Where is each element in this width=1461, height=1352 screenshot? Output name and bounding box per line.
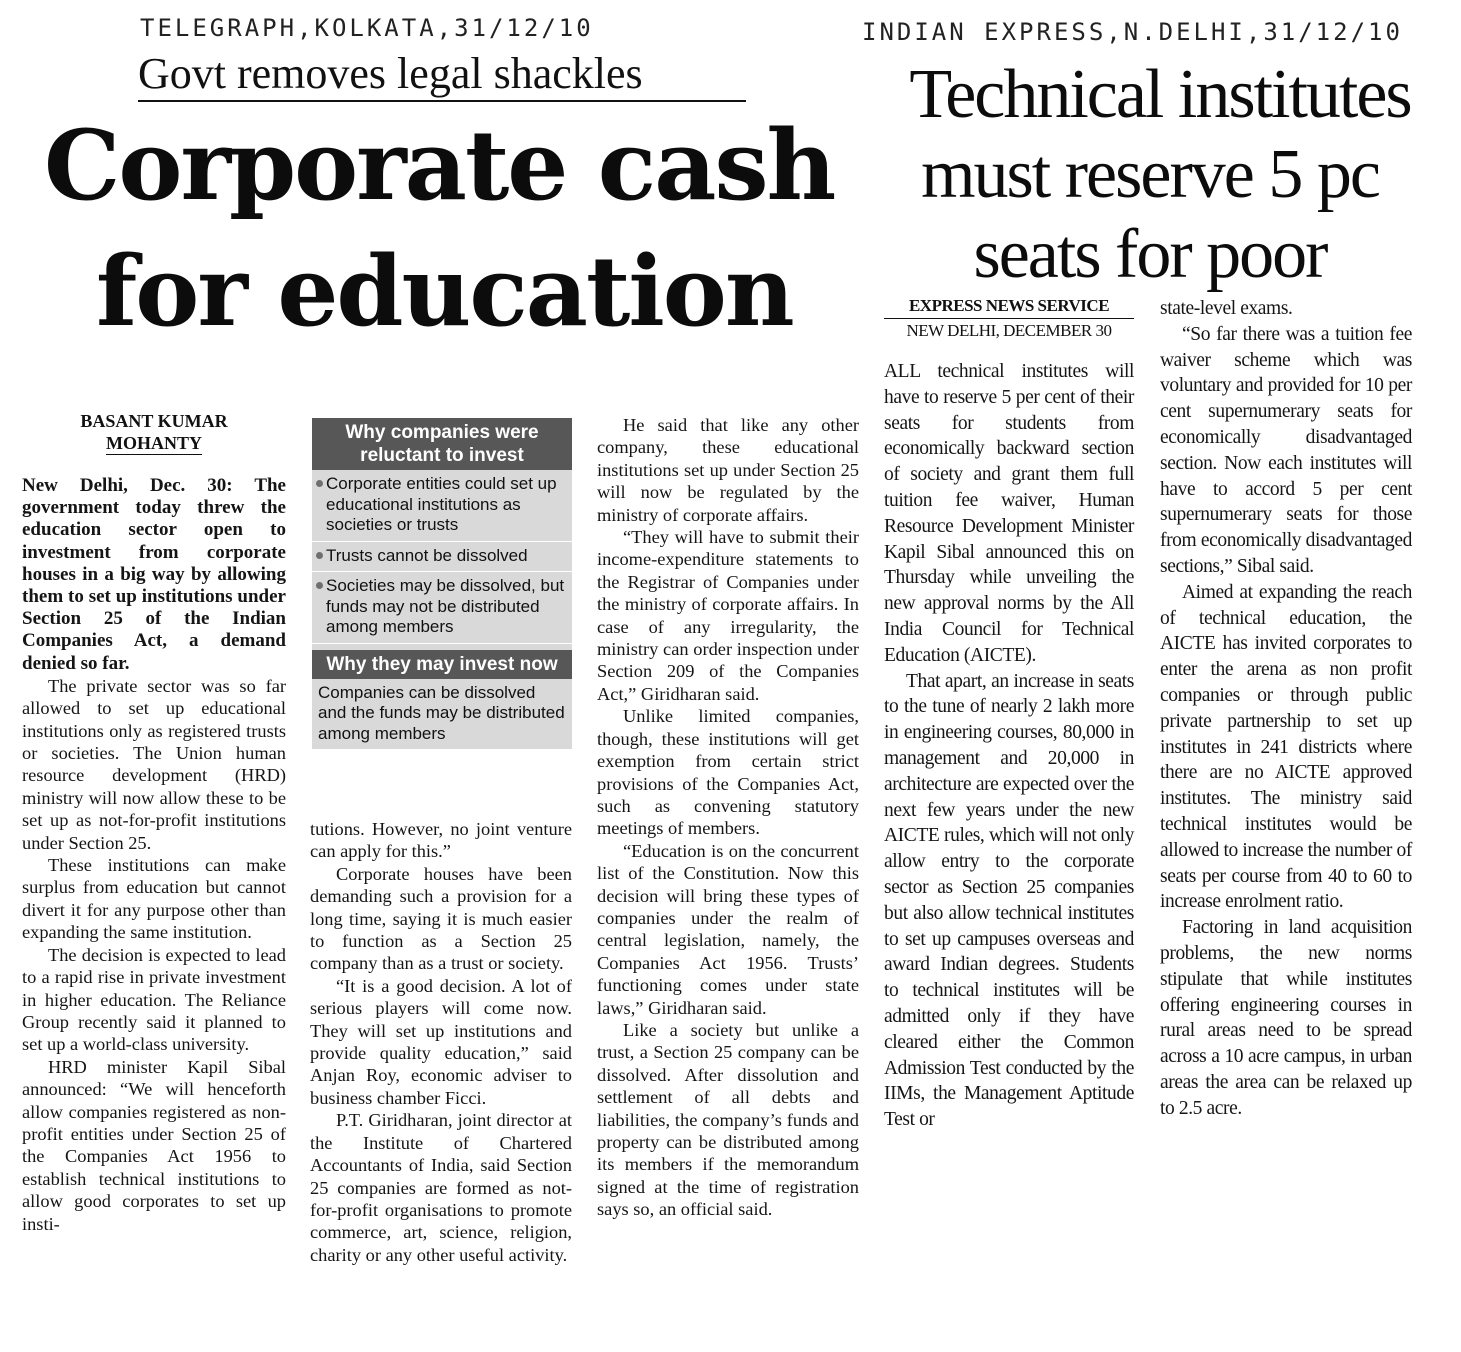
- right-column-2: [1160, 296, 1412, 1122]
- left-headline-line2: for education: [96, 235, 793, 348]
- sidebar-item: Trusts cannot be dissolved: [312, 542, 572, 573]
- right-column-1: [884, 296, 1134, 1133]
- left-lede-paragraph: New Delhi, Dec. 30: The government today threw the education sector open to investment from corporate houses in a big way by allowing them to set up institutions under Section 25 of the Indian Companies Act, a demand denied so far.: [22, 475, 286, 674]
- bullet-icon: [316, 582, 323, 589]
- body-paragraph: Like a society but unlike a trust, a Section 25 company can be dissolved. After dissolution and settlement of all debts and liabilities, the company’s funds and property can be distributed among its members if the memorandum signed at the time of registration says so, an official said.: [597, 1019, 859, 1220]
- body-paragraph: Factoring in land acquisition problems, the new norms stipulate that while institutes offering engineering courses in rural areas need to be spread across a 10 acre campus, in urban areas the area can be relaxed up to 2.5 acre.: [1160, 917, 1412, 1119]
- right-headline-line3: seats for poor: [973, 216, 1327, 293]
- bullet-icon: [316, 552, 323, 559]
- body-paragraph: ALL technical institutes will have to reserve 5 per cent of their seats for students from economically backward section of society and grant them full tuition fee waiver, Human Resource Development Minister Kapil Sibal announced this on Thursday while unveiling the new approval norms by the All India Council for Technical Education (AICTE).: [884, 361, 1134, 666]
- body-paragraph: “It is a good decision. A lot of serious players will come now. They will set up institutions and provide quality education,” said Anjan Roy, economic adviser to business chamber Ficci.: [310, 975, 572, 1108]
- body-paragraph: “Education is on the concurrent list of the Constitution. Now this decision will bring these types of companies under the realm of central legislation, namely, the Companies Act 1956. Trusts’ functioning comes under state laws,” Giridharan said.: [597, 840, 859, 1018]
- body-paragraph: That apart, an increase in seats to the tune of nearly 2 lakh more in engineering courses, 80,000 in management and 20,000 in architecture are expected over the next few years under the new AICTE rules, which will not only allow entry to the corporate sector as Section 25 companies but also allow technical institutes to set up campuses overseas and award Indian degrees. Students to technical institutes will be admitted only if they have cleared either the Common Admission Test conducted by the IIMs, the Management Aptitude Test or: [884, 670, 1134, 1131]
- body-paragraph: The private sector was so far allowed to set up educational institutions only as registered trusts or societies. The Union human resource development (HRD) ministry will now allow these to be set up as not-for-profit institutions under Section 25.: [22, 675, 286, 853]
- body-paragraph: Corporate houses have been demanding such a provision for a long time, saying it is much easier to function as a Section 25 company than as a trust or society.: [310, 863, 572, 974]
- sidebar-heading-reluctant: Why companies were reluctant to invest: [312, 418, 572, 470]
- body-paragraph: tutions. However, no joint venture can apply for this.”: [310, 819, 572, 862]
- dateline: NEW DELHI, DECEMBER 30: [906, 321, 1112, 340]
- left-kicker: Govt removes legal shackles: [138, 48, 746, 102]
- right-headline-line2: must reserve 5 pc: [921, 136, 1379, 213]
- sidebar-item: Corporate entities could set up educational institutions as societies or trusts: [312, 470, 572, 542]
- body-paragraph: P.T. Giridharan, joint director at the Institute of Chartered Accountants of India, said Section 25 companies are formed as not-for-profit organisations to promote commerce, art, science, religion, charity or any other useful activity.: [310, 1110, 572, 1265]
- right-headline-line1: Technical institutes: [909, 56, 1411, 133]
- body-paragraph: HRD minister Kapil Sibal announced: “We will henceforth allow companies registered as non-profit entities under Section 25 of the Companies Act 1956 to establish technical institutions to allow good corporates to set up insti-: [22, 1056, 286, 1234]
- body-paragraph: The decision is expected to lead to a rapid rise in private investment in higher education. The Reliance Group recently said it planned to set up a world-class university.: [22, 944, 286, 1055]
- left-column-3: [597, 414, 859, 1221]
- news-service-label: EXPRESS NEWS SERVICE: [884, 296, 1134, 319]
- body-paragraph: “They will have to submit their income-expenditure statements to the Registrar of Companies under the ministry of corporate affairs. In case of any irregularity, the ministry can order inspection under Section 209 of the Companies Act,” Giridharan said.: [597, 527, 859, 704]
- sidebar-item: Companies can be dissolved and the funds may be distributed among members: [318, 682, 565, 743]
- left-headline-line1: Corporate cash: [44, 109, 835, 222]
- left-source-label: TELEGRAPH,KOLKATA,31/12/10: [140, 14, 594, 42]
- body-paragraph: Unlike limited companies, though, these institutions will get exemption from certain strict provisions of the Companies Act, such as convening statutory meetings of members.: [597, 706, 859, 839]
- left-col1-text: [22, 475, 286, 1235]
- body-paragraph: Aimed at expanding the reach of technical education, the AICTE has invited corporates to enter the arena as non profit companies or through public private partnership to set up institutes in 241 districts where there are no AICTE approved institutes. The ministry said technical institutes would be allowed to increase the number of seats per course from 40 to 60 to increase enrolment ratio.: [1160, 581, 1412, 913]
- right-source-label: INDIAN EXPRESS,N.DELHI,31/12/10: [862, 18, 1403, 46]
- body-paragraph: “So far there was a tuition fee waiver scheme which was voluntary and provided for 10 per cent supernumerary seats for economically disadvantaged section. Now each institutes will have to accord 5 per cent supernumerary seats for those from economically disadvantaged sections,” Sibal said.: [1160, 323, 1412, 577]
- left-column-1: [22, 410, 286, 1235]
- left-column-2: [310, 818, 572, 1266]
- bullet-icon: [316, 480, 323, 487]
- sidebar-box: [312, 418, 572, 749]
- body-paragraph: He said that like any other company, these educational institutions set up under Section 25 will now be regulated by the ministry of corporate affairs.: [597, 415, 859, 525]
- left-byline: [22, 410, 286, 455]
- right-col1-text: [884, 359, 1134, 1133]
- byline-surname: MOHANTY: [106, 433, 202, 453]
- body-paragraph: These institutions can make surplus from education but cannot divert it for any purpose other than expanding the same institution.: [22, 855, 286, 943]
- byline-name: BASANT KUMAR: [80, 411, 228, 431]
- sidebar-item: Societies may be dissolved, but funds may not be distributed among members: [312, 572, 572, 644]
- sidebar-heading-invest-now: Why they may invest now: [312, 650, 572, 679]
- body-paragraph: state-level exams.: [1160, 298, 1293, 319]
